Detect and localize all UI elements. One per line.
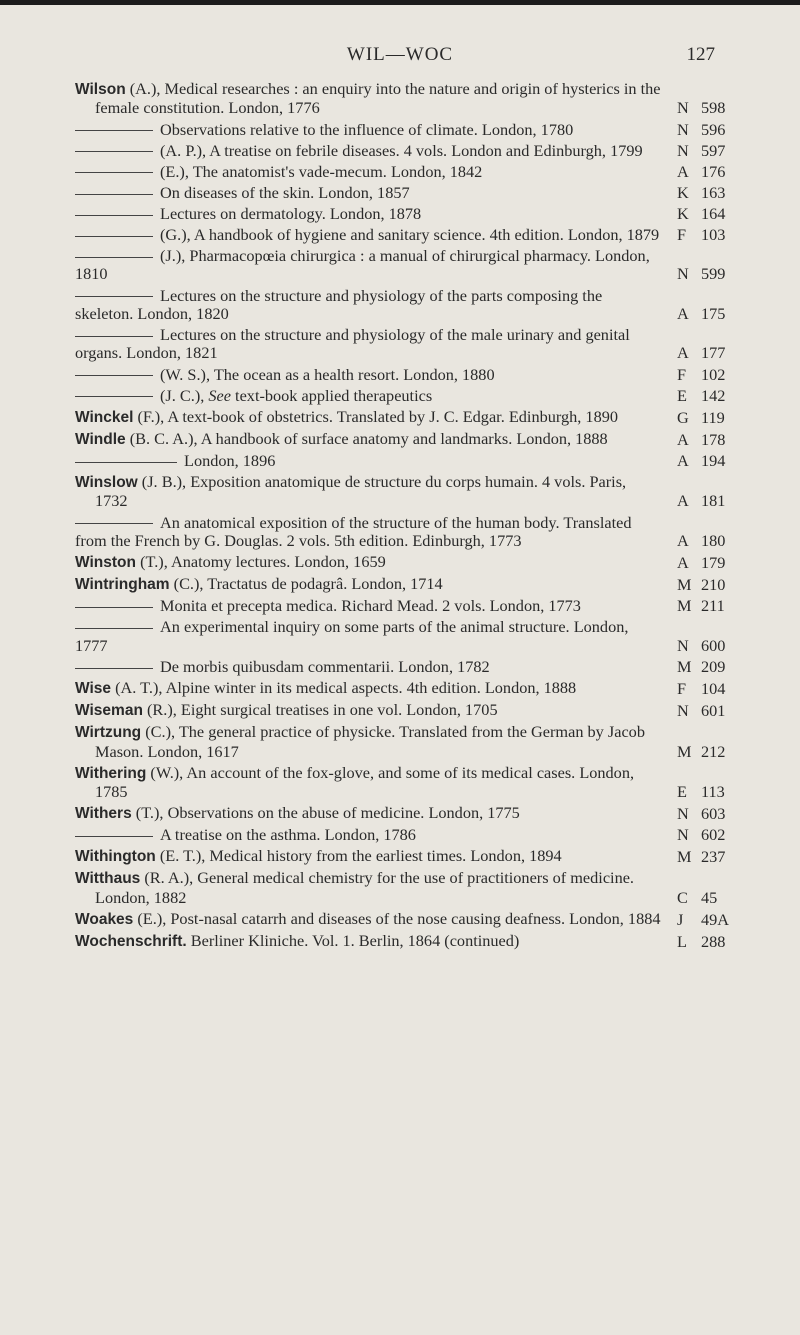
entry-title: (J. B.), Exposition anatomique de structure du corps humain. 4 vols. Paris, 1732 [95, 472, 627, 511]
shelf-letter: E [677, 385, 687, 405]
shelf-letter: A [677, 491, 689, 511]
shelf-number: 180 [701, 530, 726, 550]
shelf-reference [677, 431, 735, 449]
ditto-rule [75, 462, 177, 463]
ditto-rule [75, 523, 153, 524]
shelf-reference [677, 805, 735, 823]
ditto-rule [75, 375, 153, 376]
shelf-reference [677, 452, 735, 470]
shelf-reference [677, 554, 735, 572]
catalogue-entry [75, 473, 735, 511]
catalogue-entry [75, 575, 735, 594]
catalogue-entry [75, 723, 735, 761]
shelf-reference [677, 305, 735, 323]
entry-title: An experimental inquiry on some parts of the animal structure. London, 1777 [75, 617, 629, 655]
entry-title: (J. C.), [160, 385, 209, 405]
ditto-rule [75, 130, 153, 131]
entry-title: (G.), A handbook of hygiene and sanitary science. 4th edition. London, 1879 [160, 224, 660, 244]
entry-author: Windle [75, 430, 126, 448]
catalogue-entry [75, 847, 735, 866]
entry-title: (E. T.), Medical history from the earliest times. London, 1894 [155, 846, 562, 866]
shelf-number: 597 [701, 140, 726, 160]
shelf-letter: J [677, 909, 684, 929]
entry-author: Wintringham [75, 576, 170, 594]
shelf-letter: F [677, 364, 687, 384]
shelf-letter: N [677, 804, 689, 824]
shelf-number: 237 [701, 847, 726, 867]
catalogue-entry [75, 408, 735, 427]
page-header [0, 44, 800, 70]
shelf-letter: K [677, 182, 689, 202]
catalogue-entries [75, 80, 735, 954]
shelf-number: 142 [701, 385, 726, 405]
shelf-number: 104 [701, 678, 726, 698]
catalogue-entry [75, 679, 735, 698]
entry-title-tail: text-book applied therapeutics [230, 385, 433, 405]
shelf-reference [677, 121, 735, 139]
shelf-letter: L [677, 931, 687, 951]
cross-reference-see: See [208, 385, 231, 405]
entry-title: Monita et precepta medica. Richard Mead. 2 vols. London, 1773 [160, 596, 581, 616]
ditto-rule [75, 668, 153, 669]
shelf-reference [677, 637, 735, 655]
shelf-letter: N [677, 140, 689, 160]
shelf-reference [677, 344, 735, 362]
shelf-number: 49A [701, 909, 730, 929]
ditto-rule [75, 257, 153, 258]
ditto-rule [75, 607, 153, 608]
shelf-reference [677, 205, 735, 223]
shelf-number: 164 [701, 203, 726, 223]
shelf-reference [677, 680, 735, 698]
shelf-number: 601 [701, 701, 726, 720]
entry-title: (B. C. A.), A handbook of surface anatomy and landmarks. London, 1888 [125, 428, 608, 448]
shelf-number: 210 [701, 575, 726, 595]
shelf-reference [677, 387, 735, 405]
entry-title: (E.), Post-nasal catarrh and diseases of the nose causing deafness. London, 1884 [133, 908, 661, 928]
shelf-number: 288 [701, 931, 726, 951]
shelf-letter: A [677, 450, 689, 470]
ditto-rule [75, 194, 153, 195]
shelf-reference [677, 163, 735, 181]
entry-title: Lectures on dermatology. London, 1878 [160, 203, 422, 223]
shelf-number: 194 [701, 450, 726, 470]
page-number: 127 [686, 44, 715, 65]
catalogue-entry [75, 452, 735, 470]
catalogue-entry [75, 205, 735, 223]
entry-author: Witthaus [75, 870, 141, 888]
catalogue-entry [75, 618, 735, 655]
shelf-reference [677, 366, 735, 384]
shelf-letter: G [677, 407, 689, 427]
entry-title: De morbis quibusdam commentarii. London, 1782 [160, 656, 490, 676]
shelf-letter: N [677, 635, 689, 655]
catalogue-entry [75, 184, 735, 202]
shelf-letter: F [677, 678, 687, 698]
ditto-rule [75, 236, 153, 237]
catalogue-entry [75, 764, 735, 802]
entry-author: Winckel [75, 408, 134, 426]
entry-author: Wirtzung [75, 724, 142, 742]
catalogue-entry [75, 514, 735, 551]
entry-title: (T.), Observations on the abuse of medicine. London, 1775 [131, 803, 520, 823]
shelf-reference [677, 597, 735, 615]
catalogue-entry [75, 932, 735, 951]
ditto-rule [75, 172, 153, 173]
catalogue-entry [75, 430, 735, 449]
shelf-letter: M [677, 741, 692, 761]
entry-author: Wochenschrift. [75, 932, 187, 950]
catalogue-entry [75, 366, 735, 384]
scan-edge [0, 0, 800, 5]
shelf-letter: M [677, 575, 692, 595]
shelf-number: 600 [701, 635, 726, 655]
shelf-letter: K [677, 203, 689, 223]
entry-title: (E.), The anatomist's vade-mecum. London, 1842 [160, 161, 483, 181]
entry-author: Winston [75, 554, 136, 572]
shelf-reference [677, 492, 735, 510]
shelf-number: 181 [701, 491, 726, 511]
shelf-number: 598 [701, 98, 726, 118]
catalogue-entry [75, 553, 735, 572]
catalogue-entry [75, 869, 735, 907]
shelf-number: 211 [701, 596, 725, 616]
entry-title: (C.), The general practice of physicke. Translated from the German by Jacob Mason. London, 1617 [95, 722, 645, 761]
shelf-number: 45 [701, 887, 718, 907]
catalogue-entry [75, 326, 735, 363]
ditto-rule [75, 396, 153, 397]
shelf-number: 113 [701, 782, 725, 801]
shelf-letter: N [677, 98, 689, 118]
entry-title: Observations relative to the influence of climate. London, 1780 [160, 119, 574, 139]
shelf-number: 103 [701, 224, 726, 244]
entry-title: (T.), Anatomy lectures. London, 1659 [136, 552, 386, 572]
shelf-reference [677, 783, 735, 801]
ditto-rule [75, 151, 153, 152]
shelf-letter: F [677, 224, 687, 244]
shelf-number: 179 [701, 553, 726, 573]
catalogue-entry [75, 597, 735, 615]
catalogue-entry [75, 826, 735, 844]
shelf-reference [677, 889, 735, 907]
entry-title: An anatomical exposition of the structure of the human body. Translated from the French by G. Douglas. 2 vols. 5th edition. Edinburgh, 1773 [75, 512, 632, 550]
ditto-rule [75, 336, 153, 337]
shelf-number: 102 [701, 364, 726, 384]
shelf-letter: N [677, 701, 689, 720]
shelf-reference [677, 265, 735, 283]
catalogue-entry [75, 163, 735, 181]
entry-title: London, 1896 [184, 450, 276, 470]
ditto-rule [75, 628, 153, 629]
shelf-number: 119 [701, 407, 725, 427]
entry-author: Wise [75, 679, 112, 697]
shelf-reference [677, 658, 735, 676]
entry-title: On diseases of the skin. London, 1857 [160, 182, 410, 202]
shelf-number: 176 [701, 161, 726, 181]
shelf-letter: A [677, 429, 689, 449]
catalogue-entry [75, 387, 735, 405]
entry-author: Withering [75, 764, 147, 782]
entry-author: Woakes [75, 910, 134, 928]
entry-title: (C.), Tractatus de podagrâ. London, 1714 [169, 574, 443, 594]
entry-author: Winslow [75, 474, 138, 492]
shelf-letter: M [677, 656, 692, 676]
ditto-rule [75, 215, 153, 216]
shelf-number: 599 [701, 264, 726, 284]
ditto-rule [75, 296, 153, 297]
shelf-letter: A [677, 530, 689, 550]
shelf-letter: C [677, 887, 688, 907]
shelf-number: 603 [701, 804, 726, 824]
shelf-number: 177 [701, 343, 726, 363]
shelf-number: 175 [701, 303, 726, 323]
shelf-letter: N [677, 825, 689, 845]
shelf-number: 602 [701, 825, 726, 845]
entry-author: Wilson [75, 81, 126, 98]
shelf-reference [677, 142, 735, 160]
entry-title: (J.), Pharmacopœia chirurgica : a manual of chirurgical pharmacy. London, 1810 [75, 246, 650, 284]
entry-author: Withington [75, 848, 156, 866]
entry-author: Wiseman [75, 702, 143, 719]
entry-title: A treatise on the asthma. London, 1786 [160, 825, 416, 845]
entry-title: (R. A.), General medical chemistry for the use of practitioners of medicine. London, 1882 [95, 868, 635, 907]
entry-title: (F.), A text-book of obstetrics. Translated by J. C. Edgar. Edinburgh, 1890 [133, 406, 618, 426]
catalogue-entry [75, 142, 735, 160]
shelf-reference [677, 848, 735, 866]
entry-title: (W.), An account of the fox-glove, and some of its medical cases. London, 1785 [95, 762, 635, 801]
shelf-reference [677, 576, 735, 594]
shelf-letter: M [677, 596, 692, 616]
shelf-number: 178 [701, 429, 726, 449]
entry-title: (A. P.), A treatise on febrile diseases. 4 vols. London and Edinburgh, 1799 [160, 140, 643, 160]
shelf-reference [677, 226, 735, 244]
entry-title: (A.), Medical researches : an enquiry into the nature and origin of hysterics in the female constitution. London, 1776 [95, 79, 661, 118]
shelf-reference [677, 532, 735, 550]
shelf-letter: A [677, 303, 689, 323]
entry-title: Berliner Kliniche. Vol. 1. Berlin, 1864 (continued) [186, 930, 520, 950]
shelf-reference [677, 184, 735, 202]
shelf-number: 212 [701, 741, 726, 761]
shelf-letter: M [677, 847, 692, 867]
catalogue-entry [75, 287, 735, 324]
entry-author: Withers [75, 805, 132, 823]
shelf-letter: N [677, 119, 689, 139]
catalogue-entry [75, 701, 735, 720]
entry-title: Lectures on the structure and physiology of the parts composing the skeleton. London, 1820 [75, 285, 603, 323]
catalogue-entry [75, 247, 735, 284]
shelf-reference [677, 826, 735, 844]
shelf-letter: A [677, 553, 689, 573]
shelf-number: 209 [701, 656, 726, 676]
running-head: WIL—WOC [346, 44, 454, 65]
catalogue-entry [75, 658, 735, 676]
catalogue-entry [75, 804, 735, 823]
shelf-number: 163 [701, 182, 726, 202]
catalogue-entry [75, 910, 735, 929]
ditto-rule [75, 836, 153, 837]
entry-title: (A. T.), Alpine winter in its medical aspects. 4th edition. London, 1888 [111, 677, 577, 697]
shelf-letter: A [677, 161, 689, 181]
shelf-reference [677, 743, 735, 761]
shelf-reference [677, 99, 735, 117]
entry-title: (W. S.), The ocean as a health resort. London, 1880 [160, 364, 495, 384]
shelf-number: 596 [701, 119, 726, 139]
catalogue-entry [75, 121, 735, 139]
entry-title: Lectures on the structure and physiology of the male urinary and genital organs. London, 1821 [75, 325, 630, 363]
shelf-reference [677, 702, 735, 720]
shelf-reference [677, 409, 735, 427]
shelf-letter: A [677, 343, 689, 363]
shelf-letter: E [677, 782, 687, 801]
catalogue-entry [75, 226, 735, 244]
shelf-letter: N [677, 264, 689, 284]
shelf-reference [677, 911, 735, 929]
catalogue-entry [75, 80, 735, 118]
entry-title: (R.), Eight surgical treatises in one vol. London, 1705 [142, 700, 498, 719]
shelf-reference [677, 933, 735, 951]
